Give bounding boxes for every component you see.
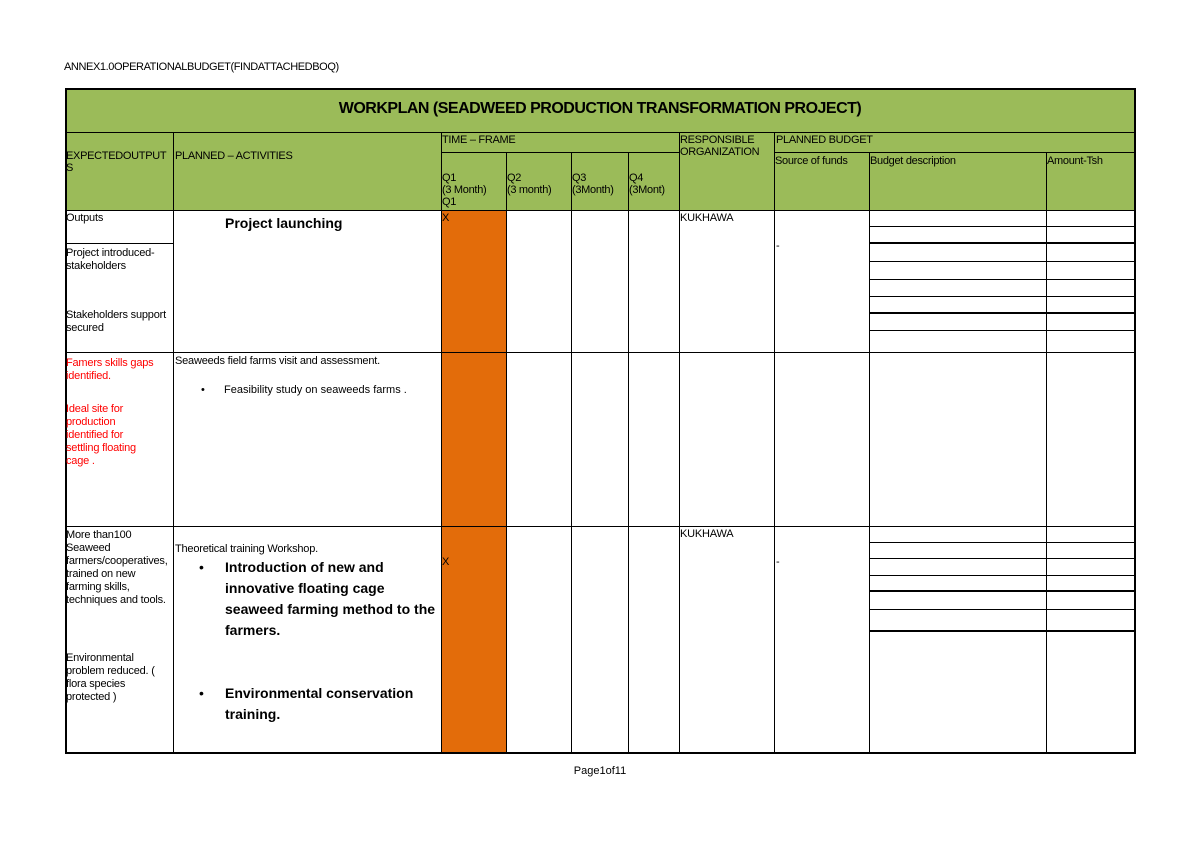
output-text: Famers skills gaps identified. xyxy=(66,357,154,382)
header-source-of-funds: Source of funds xyxy=(775,155,848,167)
header-expected-outputs: EXPECTEDOUTPUT S xyxy=(66,150,167,174)
header-responsible-organization: RESPONSIBLE ORGANIZATION xyxy=(680,134,760,158)
header-q3: Q3 (3Month) xyxy=(572,172,614,196)
outputs-label: Outputs xyxy=(66,212,104,224)
activity-title: Seaweeds field farms visit and assessment. xyxy=(175,355,380,367)
bullet-icon: • xyxy=(201,384,205,396)
source-of-funds-mark: - xyxy=(776,240,780,252)
page-number: Page1of11 xyxy=(573,765,627,777)
header-q4: Q4 (3Mont) xyxy=(629,172,665,196)
output-text: More than100 Seaweed farmers/cooperatives, trained on new farming skills, techniques and tools. xyxy=(66,529,168,606)
activity-bullet: Feasibility study on seaweeds farms . xyxy=(224,384,407,396)
q1-mark: X xyxy=(442,556,450,568)
source-of-funds-mark: - xyxy=(776,556,780,568)
output-text: Environmental problem reduced. ( flora species protected ) xyxy=(66,652,155,703)
activity-title: Theoretical training Workshop. xyxy=(175,543,318,555)
header-budget-description: Budget description xyxy=(870,155,956,167)
table-border-bottom xyxy=(65,752,1136,754)
output-text: Project introduced-stakeholders xyxy=(66,247,155,272)
annex-heading: ANNEX1.0OPERATIONALBUDGET(FINDATTACHEDBOQ) xyxy=(64,61,339,73)
header-planned-activities: PLANNED – ACTIVITIES xyxy=(175,150,293,162)
table-border-top xyxy=(65,88,1136,90)
table-border-right xyxy=(1134,88,1136,754)
responsible-organization: KUKHAWA xyxy=(680,528,734,540)
activity-bullet: Environmental conservation training. xyxy=(225,685,414,722)
q1-highlight xyxy=(441,211,506,753)
responsible-organization: KUKHAWA xyxy=(680,212,734,224)
activity-title: Project launching xyxy=(225,215,343,231)
header-planned-budget: PLANNED BUDGET xyxy=(776,134,873,146)
header-amount: Amount-Tsh xyxy=(1047,155,1103,167)
activity-bullet: Introduction of new and innovative floating cage seaweed farming method to the farmers. xyxy=(225,559,436,638)
output-text: Stakeholders support secured xyxy=(66,309,166,334)
workplan-title: WORKPLAN (SEADWEED PRODUCTION TRANSFORMATION PROJECT) xyxy=(338,100,862,117)
q1-mark: X xyxy=(442,212,450,224)
output-text: Ideal site for production identified for settling floating cage . xyxy=(66,403,136,467)
header-band xyxy=(65,132,1135,210)
header-q1: Q1 (3 Month) Q1 xyxy=(442,172,487,208)
header-time-frame: TIME – FRAME xyxy=(442,134,516,146)
bullet-icon: • xyxy=(199,685,204,701)
bullet-icon: • xyxy=(199,559,204,575)
header-q2: Q2 (3 month) xyxy=(507,172,552,196)
